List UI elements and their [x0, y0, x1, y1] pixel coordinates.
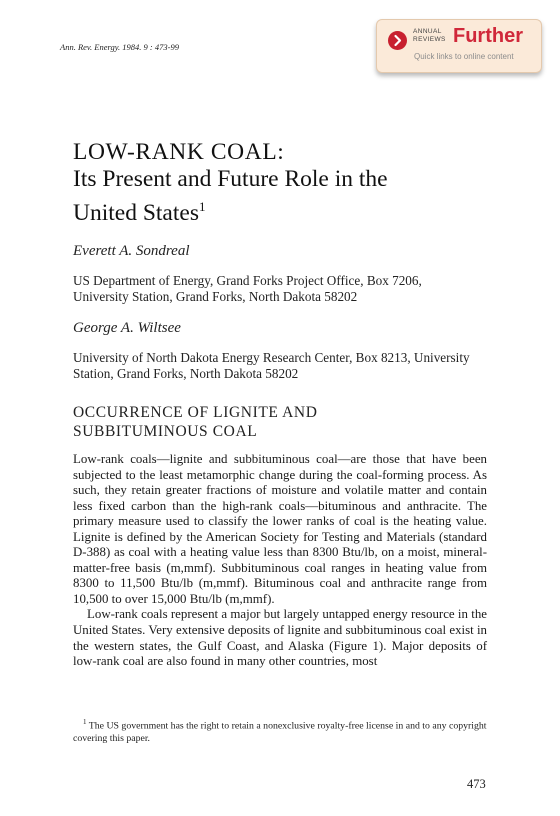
footnote-mark: 1 [83, 718, 87, 726]
page-number: 473 [467, 777, 486, 791]
author-affiliation [73, 350, 493, 382]
title-line-2: Its Present and Future Role in the [73, 166, 388, 192]
reviews-label: REVIEWS [413, 35, 446, 43]
affiliation-line: University Station, Grand Forks, North Dakota 58202 [73, 289, 358, 304]
further-subtitle: Quick links to online content [414, 52, 514, 61]
chevron-right-icon [388, 31, 407, 50]
affiliation-line: Station, Grand Forks, North Dakota 58202 [73, 366, 299, 381]
title-footnote-mark: 1 [198, 199, 206, 214]
section-heading [73, 404, 318, 441]
journal-reference: Ann. Rev. Energy. 1984. 9 : 473-99 [60, 42, 179, 52]
paragraph: Low-rank coals—lignite and subbituminous coal—are those that have been subjected to the least metamorphic change during the coal-forming process. As such, they retain greater fractions of moisture and volatile matter and contain less fixed carbon than the high-rank coals—bituminous and anthracite. The primary measure used to classify the lower ranks of coal is the heating value. Lignite is defined by the American Society for Testing and Materials (standard D-388) as coal with a heating value less than 8300 Btu/lb, on a moist, mineral-matter-free basis (m,mmf). Subbituminous coal ranges in heating value from 8300 to 11,500 Btu/lb (m,mmf). Bituminous coal and anthracite range from 10,500 to over 15,000 Btu/lb (m,mmf). [73, 452, 487, 606]
annual-label: ANNUAL [413, 28, 442, 35]
footnote [73, 716, 487, 745]
further-label: Further [453, 25, 523, 47]
title-line-3 [73, 193, 388, 227]
section-heading-line-2: SUBBITUMINOUS COAL [73, 422, 258, 440]
affiliation-line: US Department of Energy, Grand Forks Project Office, Box 7206, [73, 273, 422, 288]
article-title [73, 139, 388, 227]
paragraph: Low-rank coals represent a major but largely untapped energy resource in the United States. Very extensive deposits of lignite and subbituminous coal exist in the western states, the Gulf Coast, and Alaska (Figure 1). Major deposits of low-rank coal are also found in many other countries, most [73, 607, 487, 669]
footnote-text: The US government has the right to retain a nonexclusive royalty-free license in and to any copyright covering this paper. [73, 720, 487, 745]
affiliation-line: University of North Dakota Energy Research Center, Box 8213, University [73, 350, 470, 365]
annual-reviews-further-banner[interactable] [376, 19, 542, 73]
body-text [73, 452, 487, 670]
author-affiliation [73, 273, 493, 305]
title-line-3-text: United States [73, 199, 199, 226]
title-line-1: LOW-RANK COAL: [73, 139, 285, 165]
section-heading-line-1: OCCURRENCE OF LIGNITE AND [73, 404, 318, 421]
author-name: George A. Wiltsee [73, 320, 181, 336]
author-name: Everett A. Sondreal [73, 243, 190, 259]
annual-reviews-logo-text [413, 28, 446, 43]
